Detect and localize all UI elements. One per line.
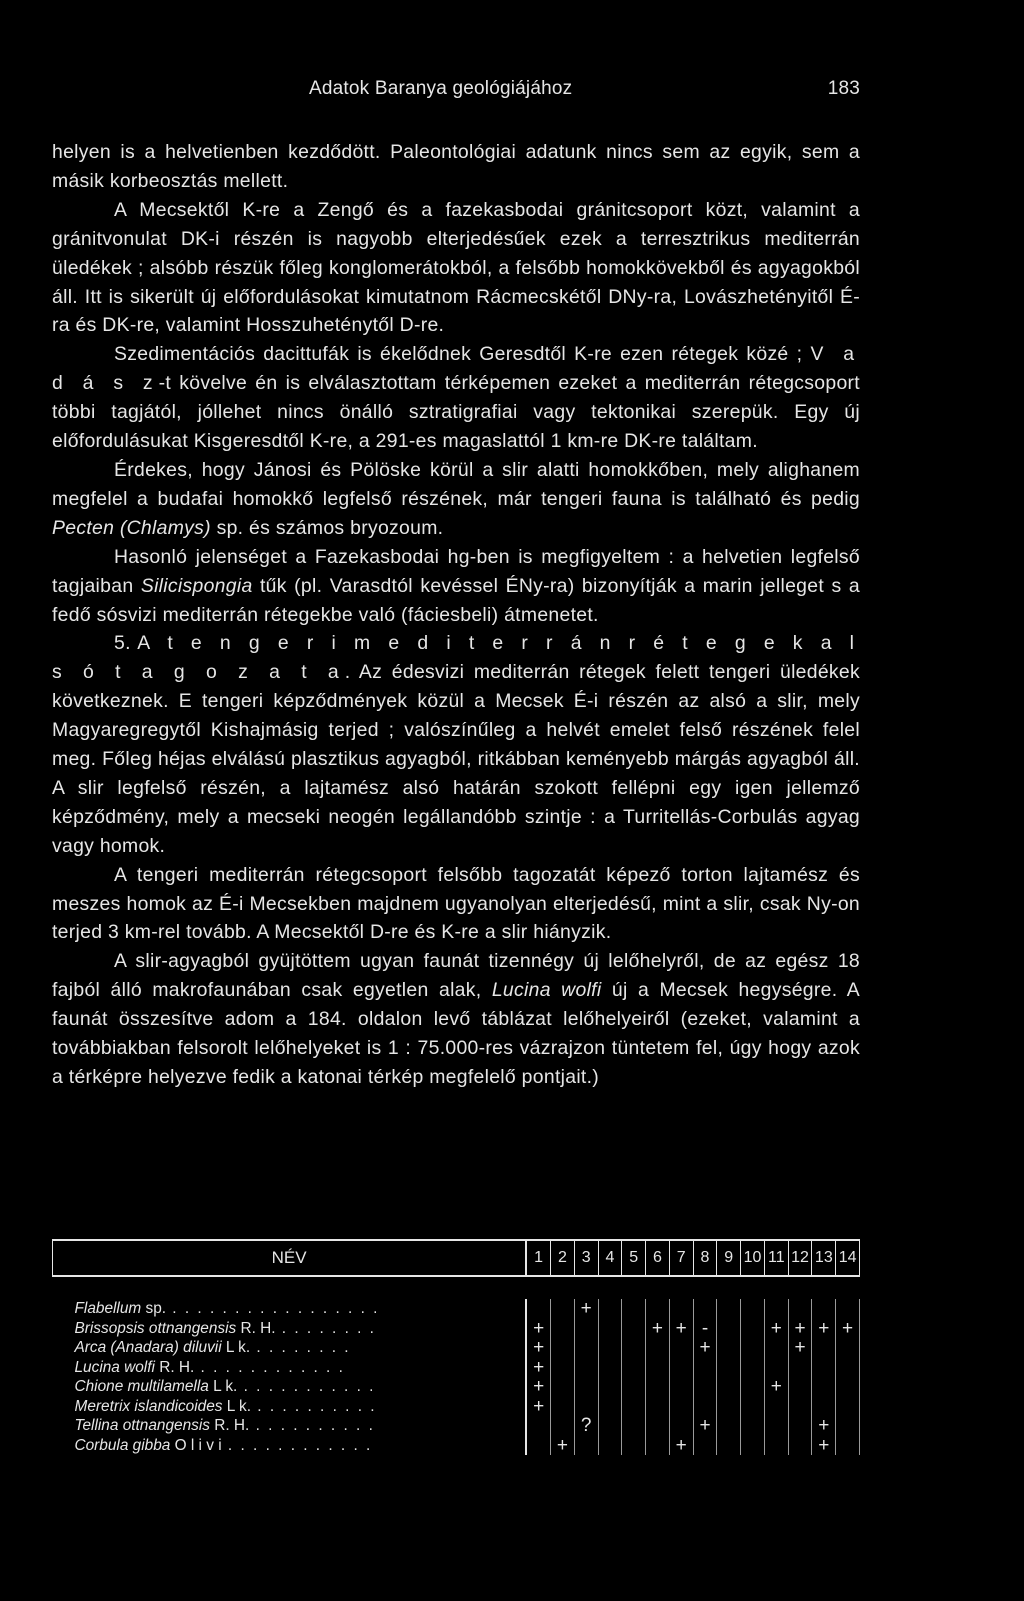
spaced-text: A t e n g e r i m e d i t e r r á n r é t e g e k a l s ó t a g o z a t a (52, 632, 860, 684)
spaced-text: V a d á s z (52, 343, 860, 395)
occurrence-mark (812, 1338, 836, 1358)
occurrence-mark (693, 1397, 717, 1417)
occurrence-mark: + (526, 1358, 550, 1378)
occurrence-mark: + (526, 1338, 550, 1358)
occurrence-mark (551, 1377, 575, 1397)
text-run: 5. (114, 632, 138, 655)
paragraph (52, 340, 860, 456)
species-name-cell (53, 1338, 527, 1358)
occurrence-mark (669, 1358, 693, 1378)
occurrence-mark: + (574, 1299, 598, 1319)
occurrence-mark (622, 1299, 646, 1319)
occurrence-mark: + (551, 1436, 575, 1456)
occurrence-mark (717, 1358, 741, 1378)
occurrence-mark (551, 1319, 575, 1339)
occurrence-mark (669, 1397, 693, 1417)
column-header-number: 9 (717, 1240, 741, 1276)
occurrence-mark (551, 1416, 575, 1436)
species-name-cell (53, 1397, 527, 1417)
species-author: R. H. (209, 1417, 250, 1435)
occurrence-mark (646, 1299, 670, 1319)
occurrence-mark (669, 1377, 693, 1397)
occurrence-mark: + (812, 1416, 836, 1436)
column-header-number: 10 (741, 1240, 765, 1276)
body-text (52, 138, 860, 1092)
occurrence-mark: + (669, 1436, 693, 1456)
leader-dots: . . . . . . . . . . . . (194, 1358, 345, 1376)
species-name-cell (53, 1299, 527, 1319)
text-run: új a Mecsek hegységre. A faunát összesítve adom a 184. oldalon levő táblázat lelőhelyeiről (ezeket, valamint a továbbiakban felsorolt lelőhelyeket is 1 : 75.000-res vázrajzon tüntetem fel, úgy hogy azok a térképre helyezve fedik a katonai térkép megfelelő pontjait.) (52, 979, 860, 1088)
column-header-number: 1 (526, 1240, 550, 1276)
occurrence-mark (598, 1416, 622, 1436)
occurrence-mark (622, 1338, 646, 1358)
species-name: Lucina wolfi (74, 1358, 155, 1376)
occurrence-mark (646, 1338, 670, 1358)
occurrence-mark (574, 1338, 598, 1358)
occurrence-mark (717, 1416, 741, 1436)
occurrence-mark (836, 1299, 860, 1319)
leader-dots: . . . . . . . . . . (251, 1397, 377, 1415)
text-run: Szedimentációs dacittufák is ékelődnek Geresdtől K-re ezen rétegek közé ; (114, 343, 811, 366)
page-number: 183 (827, 78, 860, 99)
occurrence-mark (812, 1397, 836, 1417)
text-run: helyen is a helvetienben kezdődött. Paleontológiai adatunk nincs sem az egyik, sem a másik korbeosztás mellett. (52, 141, 860, 192)
occurrence-mark: - (693, 1319, 717, 1339)
occurrence-mark (669, 1299, 693, 1319)
table-row (53, 1436, 860, 1456)
occurrence-mark (741, 1397, 765, 1417)
occurrence-mark: + (764, 1377, 788, 1397)
occurrence-mark: + (812, 1436, 836, 1456)
species-name: Corbula gibba (74, 1436, 171, 1454)
occurrence-mark (788, 1358, 812, 1378)
species-author: R. H. (154, 1358, 195, 1376)
text-run: A tengeri mediterrán rétegcsoport felsőbb tagozatát képező torton lajtamész és meszes homok az É-i Mecsekben majdnem ugyanolyan elterjedésű, mint a slir, csak Ny-on terjed 3 km-rel tovább. A Mecsektől D-re és K-re a slir hiányzik. (52, 863, 860, 944)
column-header-number: 4 (598, 1240, 622, 1276)
occurrence-mark: + (669, 1319, 693, 1339)
species-name-cell (53, 1358, 527, 1378)
table-header-row (53, 1240, 860, 1276)
occurrence-mark (693, 1299, 717, 1319)
occurrence-mark (646, 1377, 670, 1397)
occurrence-mark (598, 1397, 622, 1417)
species-author: sp. (141, 1300, 167, 1318)
occurrence-mark: + (693, 1338, 717, 1358)
leader-dots: . . . . . . . . . . . . . . . . . (166, 1300, 380, 1318)
occurrence-mark: + (788, 1319, 812, 1339)
occurrence-mark (741, 1319, 765, 1339)
species-name: Chione multilamella (74, 1378, 209, 1396)
occurrence-mark: + (812, 1319, 836, 1339)
column-header-name: NÉV (53, 1240, 527, 1276)
occurrence-mark (788, 1377, 812, 1397)
occurrence-mark (812, 1299, 836, 1319)
italic-text: Lucina wolfi (491, 979, 602, 1002)
italic-text: Silicispongia (140, 574, 253, 597)
text-run: -t kövelve én is elválasztottam térképemen ezeket a mediterrán rétegcsoport többi tagjától, jóllehet nincs önálló sztratigrafiai vagy tektonikai szerepük. Egy új előfordulásukat Kisgeresdtől K-re, a 291-es magaslattól 1 km-re DK-re találtam. (52, 372, 860, 453)
occurrence-mark (669, 1338, 693, 1358)
occurrence-mark: + (646, 1319, 670, 1339)
leader-dots: . . . . . . . . . . (249, 1417, 375, 1435)
occurrence-mark (836, 1358, 860, 1378)
text-run: A Mecsektől K-re a Zengő és a fazekasbodai gránitcsoport közt, valamint a gránitvonulat DK-i részén is nagyobb elterjedésűek ezek a terresztrikus mediterrán üledékek ; alsóbb részük főleg konglomerátokból, a felsőbb homokkövekből és agyagokból áll. Itt is sikerült új előfordulásokat kimutatnom Rácmecskétől DNy-ra, Lovászhetényitől É-ra és DK-re, valamint Hosszuheténytől D-re. (52, 198, 860, 337)
occurrence-mark: + (836, 1319, 860, 1339)
occurrence-mark (622, 1436, 646, 1456)
text-run: Érdekes, hogy Jánosi és Pölöske körül a slir alatti homokkőben, mely alighanem megfelel a budafai homokkő legfelső részének, már tengeri fauna is található és pedig (52, 458, 860, 510)
species-name-cell (53, 1436, 527, 1456)
column-header-number: 8 (693, 1240, 717, 1276)
table-row (53, 1338, 860, 1358)
paragraph (52, 138, 860, 196)
occurrence-mark (741, 1436, 765, 1456)
occurrence-mark (741, 1338, 765, 1358)
paragraph (52, 196, 860, 341)
occurrence-mark: ? (574, 1416, 598, 1436)
occurrence-mark (598, 1377, 622, 1397)
column-header-number: 7 (669, 1240, 693, 1276)
species-name: Meretrix islandicoides (74, 1397, 223, 1415)
running-header (52, 78, 860, 108)
occurrence-mark (622, 1358, 646, 1378)
occurrence-mark (646, 1416, 670, 1436)
column-header-number: 11 (764, 1240, 788, 1276)
leader-dots: . . . . . . . . (250, 1339, 351, 1357)
species-author: L k. (221, 1339, 251, 1357)
occurrence-mark (646, 1397, 670, 1417)
species-name: Flabellum (74, 1300, 142, 1318)
occurrence-mark (836, 1397, 860, 1417)
occurrence-mark (598, 1358, 622, 1378)
leader-dots: . . . . . . . . . . . . (221, 1436, 373, 1454)
column-header-number: 3 (574, 1240, 598, 1276)
occurrence-mark (574, 1377, 598, 1397)
paragraph (52, 456, 860, 543)
occurrence-mark (622, 1416, 646, 1436)
occurrence-mark (598, 1299, 622, 1319)
paragraph (52, 543, 860, 630)
table-row (53, 1299, 860, 1319)
occurrence-mark (764, 1358, 788, 1378)
species-name: Tellina ottnangensis (74, 1417, 210, 1435)
occurrence-mark (717, 1436, 741, 1456)
occurrence-mark (836, 1338, 860, 1358)
occurrence-mark (598, 1338, 622, 1358)
running-title: Adatok Baranya geológiájához (309, 78, 573, 99)
occurrence-mark (812, 1358, 836, 1378)
occurrence-mark (551, 1338, 575, 1358)
table-row (53, 1377, 860, 1397)
leader-dots: . . . . . . . . (275, 1319, 376, 1337)
occurrence-mark (836, 1436, 860, 1456)
occurrence-mark (526, 1299, 550, 1319)
text-run: Hasonló jelenséget a Fazekasbodai hg-ben is megfigyeltem : a helvetien legfelső tagjaiban (52, 545, 860, 597)
occurrence-mark (836, 1416, 860, 1436)
text-run: sp. és számos bryozoum. (210, 516, 444, 539)
table-row (53, 1416, 860, 1436)
occurrence-mark: + (526, 1319, 550, 1339)
occurrence-mark (717, 1338, 741, 1358)
occurrence-mark (574, 1436, 598, 1456)
text-run: . Az édesvizi mediterrán rétegek felett tengeri üledékek következnek. E tengeri képződmények közül a Mecsek É-i részén az alsó a slir, mely Magyaregregytől Kishajmásig terjed ; valószínűleg a helvét emelet felső részének felel meg. Főleg héjas elválású plasztikus agyagból, ritkábban keményebb márgás agyagból áll. A slir legfelső részén, a lajtamész alsó határán szokott fellépni egy igen jellemző képződmény, mely a mecseki neogén legállandóbb szintje : a Turritellás-Corbulás agyag vagy homok. (52, 661, 861, 857)
occurrence-mark (551, 1299, 575, 1319)
occurrence-mark: + (788, 1338, 812, 1358)
leader-dots: . . . . . . . . . . . (237, 1378, 376, 1396)
occurrence-mark (741, 1377, 765, 1397)
column-header-number: 2 (551, 1240, 575, 1276)
occurrence-mark (669, 1416, 693, 1436)
column-header-number: 5 (622, 1240, 646, 1276)
occurrence-mark (646, 1358, 670, 1378)
occurrence-mark (717, 1319, 741, 1339)
occurrence-mark: + (764, 1319, 788, 1339)
occurrence-mark (526, 1436, 550, 1456)
occurrence-mark (788, 1416, 812, 1436)
occurrence-mark (693, 1377, 717, 1397)
paragraph (52, 947, 860, 1092)
occurrence-mark (622, 1377, 646, 1397)
table-row (53, 1358, 860, 1378)
species-name: Brissopsis ottnangensis (74, 1319, 237, 1337)
occurrence-mark (622, 1319, 646, 1339)
fauna-table (52, 1239, 860, 1455)
occurrence-mark (574, 1319, 598, 1339)
species-author: O l i v i (170, 1436, 222, 1454)
occurrence-mark (741, 1416, 765, 1436)
occurrence-mark (717, 1377, 741, 1397)
species-name-cell (53, 1319, 527, 1339)
occurrence-mark (551, 1358, 575, 1378)
occurrence-mark (788, 1436, 812, 1456)
occurrence-mark (764, 1338, 788, 1358)
occurrence-mark (551, 1397, 575, 1417)
species-author: R. H. (236, 1319, 276, 1337)
occurrence-mark: + (526, 1377, 550, 1397)
occurrence-mark (646, 1436, 670, 1456)
occurrence-mark (693, 1436, 717, 1456)
occurrence-mark (622, 1397, 646, 1417)
occurrence-mark: + (526, 1397, 550, 1417)
occurrence-mark (741, 1299, 765, 1319)
occurrence-mark (788, 1299, 812, 1319)
occurrence-mark (693, 1358, 717, 1378)
occurrence-mark (836, 1377, 860, 1397)
occurrence-mark (574, 1358, 598, 1378)
occurrence-mark (788, 1397, 812, 1417)
table-spacer-row (53, 1276, 860, 1299)
table-row (53, 1319, 860, 1339)
text-run: A slir-agyagból gyüjtöttem ugyan faunát tizennégy új lelőhelyről, de az egész 18 fajból álló makrofaunában csak egyetlen alak, (52, 950, 860, 1002)
occurrence-mark (598, 1436, 622, 1456)
occurrence-mark: + (693, 1416, 717, 1436)
species-author: L k. (208, 1378, 238, 1396)
species-name: Arca (Anadara) diluvii (74, 1339, 222, 1357)
italic-text: Pecten (Chlamys) (52, 516, 211, 539)
column-header-number: 14 (836, 1240, 860, 1276)
column-header-number: 6 (646, 1240, 670, 1276)
occurrence-mark (764, 1299, 788, 1319)
occurrence-mark (598, 1319, 622, 1339)
paragraph (52, 629, 860, 860)
occurrence-mark (764, 1416, 788, 1436)
column-header-number: 13 (812, 1240, 836, 1276)
occurrence-mark (812, 1377, 836, 1397)
occurrence-mark (764, 1436, 788, 1456)
species-name-cell (53, 1416, 527, 1436)
occurrence-mark (741, 1358, 765, 1378)
occurrence-mark (574, 1397, 598, 1417)
table-row (53, 1397, 860, 1417)
species-author: L k. (222, 1397, 251, 1415)
occurrence-mark (717, 1299, 741, 1319)
occurrence-mark (526, 1416, 550, 1436)
text-run: tűk (pl. Varasdtól kevéssel ÉNy-ra) bizonyítják a marin jelleget s a fedő sósvizi mediterrán rétegekbe való (fáciesbeli) átmenetet. (52, 574, 860, 626)
paragraph (52, 861, 860, 948)
occurrence-mark (717, 1397, 741, 1417)
species-name-cell (53, 1377, 527, 1397)
occurrence-mark (764, 1397, 788, 1417)
column-header-number: 12 (788, 1240, 812, 1276)
